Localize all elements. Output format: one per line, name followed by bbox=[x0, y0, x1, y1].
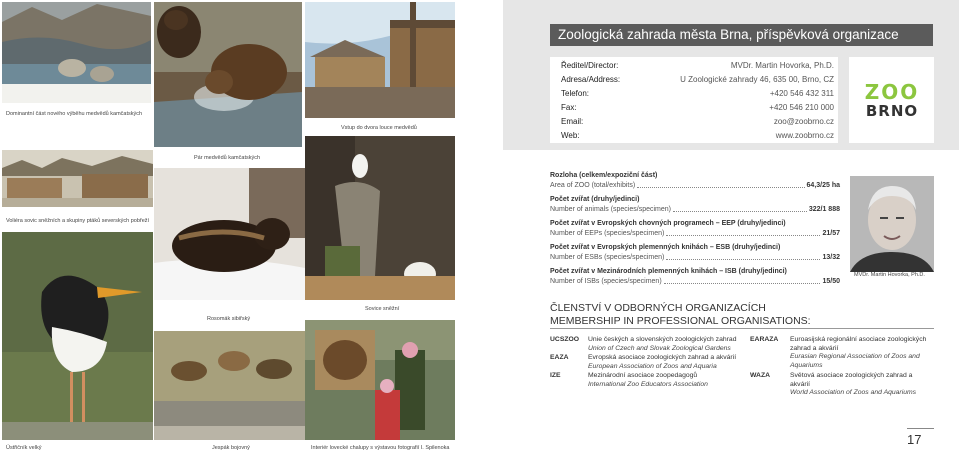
stat-value: 322/1 888 bbox=[808, 205, 840, 213]
membership-title-cz: ČLENSTVÍ V ODBORNÝCH ORGANIZACÍCH bbox=[550, 302, 766, 314]
stat-heading: Rozloha (celkem/expoziční část) bbox=[550, 172, 658, 179]
stat-value: 15/50 bbox=[822, 277, 840, 285]
logo-line2: BRNO bbox=[865, 102, 918, 120]
org-name-en: International Zoo Educators Association bbox=[588, 380, 708, 388]
contact-row-phone bbox=[561, 86, 834, 100]
contact-value: www.zoobrno.cz bbox=[775, 130, 834, 140]
contact-value: MVDr. Martin Hovorka, Ph.D. bbox=[730, 60, 834, 70]
contact-label: Telefon: bbox=[561, 88, 590, 98]
stat-label: Number of animals (species/specimen) bbox=[550, 205, 671, 213]
contact-row-director bbox=[561, 58, 834, 72]
contact-value: +420 546 432 311 bbox=[769, 88, 834, 98]
photo-ruff bbox=[154, 331, 305, 440]
stat-heading: Počet zvířat v Mezinárodních plemenných knihách – ISB (druhy/jedinci) bbox=[550, 268, 787, 275]
org-abbr: UCSZOO bbox=[550, 336, 580, 343]
org-name-cz: Mezinárodní asociace zoopedagogů bbox=[588, 372, 698, 379]
page-number-rule bbox=[907, 428, 934, 429]
org-name-en: European Association of Zoos and Aquaria bbox=[588, 362, 717, 370]
org-abbr: WAZA bbox=[750, 372, 771, 379]
membership-divider bbox=[550, 328, 934, 329]
caption-bear-pair: Pár medvědů kamčatských bbox=[194, 155, 261, 161]
membership-title-en: MEMBERSHIP IN PROFESSIONAL ORGANISATIONS: bbox=[550, 314, 811, 327]
contact-box bbox=[550, 57, 838, 143]
zoo-brno-logo bbox=[849, 57, 934, 143]
stat-label: Number of ESBs (species/specimen) bbox=[550, 253, 665, 261]
org-name-cz: Evropská asociace zoologických zahrad a akvárií bbox=[588, 354, 737, 361]
contact-label: Adresa/Address: bbox=[561, 74, 621, 84]
org-waza bbox=[750, 372, 934, 398]
org-name-en: Union of Czech and Slovak Zoological Gardens bbox=[588, 344, 731, 352]
stat-heading: Počet zvířat v Evropských chovných programech – EEP (druhy/jedinci) bbox=[550, 220, 786, 227]
stat-value: 64,3/25 ha bbox=[806, 181, 840, 189]
stat-label: Number of EEPs (species/specimen) bbox=[550, 229, 665, 237]
stat-label: Number of ISBs (species/specimen) bbox=[550, 277, 662, 285]
stat-eep bbox=[550, 219, 840, 238]
caption-snowy-owl: Sovice sněžní bbox=[365, 306, 400, 312]
org-eaza bbox=[550, 354, 740, 371]
org-name-cz: Unie českých a slovenských zoologických zahrad bbox=[588, 336, 737, 343]
stat-value: 21/57 bbox=[822, 229, 840, 237]
stat-isb bbox=[550, 267, 840, 286]
photo-bear bbox=[154, 2, 302, 147]
contact-row-fax bbox=[561, 100, 834, 114]
caption-owl-aviary: Voliéra sovic sněžních a skupiny ptáků severských pobřeží bbox=[6, 218, 150, 224]
caption-hunting-lodge: Interiér lovecké chalupy s výstavou fotografií I. Spilenoka bbox=[311, 445, 450, 451]
stat-value: 13/32 bbox=[822, 253, 840, 261]
caption-ruff: Jespák bojovný bbox=[212, 445, 250, 451]
contact-value: +420 546 210 000 bbox=[769, 102, 834, 112]
contact-label: Fax: bbox=[561, 102, 577, 112]
org-abbr: EARAZA bbox=[750, 336, 779, 343]
contact-row-address bbox=[561, 72, 834, 86]
stat-heading: Počet zvířat v Evropských plemenných knihách – ESB (druhy/jedinci) bbox=[550, 244, 781, 251]
page-number: 17 bbox=[907, 432, 922, 447]
caption-bear-yard: Vstup do dvora louce medvědů bbox=[341, 125, 417, 131]
org-ize bbox=[550, 372, 740, 389]
stat-animals bbox=[550, 195, 840, 214]
photo-snowy-owl bbox=[305, 136, 455, 300]
photo-bear-yard bbox=[305, 2, 455, 118]
org-abbr: EAZA bbox=[550, 354, 569, 361]
caption-wolverine: Rosomák sibiřský bbox=[207, 316, 251, 322]
photo-bear-enclosure bbox=[2, 2, 151, 103]
contact-row-email bbox=[561, 114, 834, 128]
contact-label: Email: bbox=[561, 116, 584, 126]
org-name-cz: Euroasijská regionální asociace zoologických zahrad a akvárií bbox=[790, 336, 927, 352]
org-name-en: Eurasian Regional Association of Zoos and Aquariums bbox=[790, 353, 920, 369]
photo-wolverine bbox=[154, 168, 305, 300]
caption-oystercatcher: Ústřičník velký bbox=[6, 445, 42, 451]
stat-esb bbox=[550, 243, 840, 262]
stat-area bbox=[550, 171, 840, 190]
info-page bbox=[503, 0, 959, 457]
contact-label: Web: bbox=[561, 130, 580, 140]
org-name-cz: Světová asociace zoologických zahrad a akvárií bbox=[790, 372, 913, 388]
stat-label: Area of ZOO (total/exhibits) bbox=[550, 181, 636, 189]
photo-owl-aviary bbox=[2, 232, 153, 440]
org-name-en: World Association of Zoos and Aquariums bbox=[790, 389, 917, 397]
contact-row-web bbox=[561, 128, 834, 142]
org-earaza bbox=[750, 336, 934, 370]
zoo-logo-icon bbox=[855, 80, 929, 120]
org-abbr: IZE bbox=[550, 372, 561, 379]
portrait-caption: MVDr. Martin Hovorka, Ph.D. bbox=[854, 272, 925, 278]
page-title: Zoologická zahrada města Brna, příspěvková organizace bbox=[550, 24, 933, 46]
contact-value: zoo@zoobrno.cz bbox=[773, 116, 834, 126]
director-portrait bbox=[850, 176, 934, 272]
stat-heading: Počet zvířat (druhy/jedinci) bbox=[550, 196, 640, 203]
photo-hunting-lodge bbox=[305, 320, 455, 440]
logo-line1: ZOO bbox=[864, 80, 919, 104]
photo-bear-pair bbox=[2, 150, 153, 207]
contact-value: U Zoologické zahrady 46, 635 00, Brno, CZ bbox=[680, 74, 834, 84]
caption-bear-enclosure: Dominantní část nového výběhu medvědů kamčatských bbox=[6, 111, 143, 117]
membership-title bbox=[550, 302, 811, 327]
contact-label: Ředitel/Director: bbox=[561, 60, 619, 70]
org-ucszoo bbox=[550, 336, 740, 353]
